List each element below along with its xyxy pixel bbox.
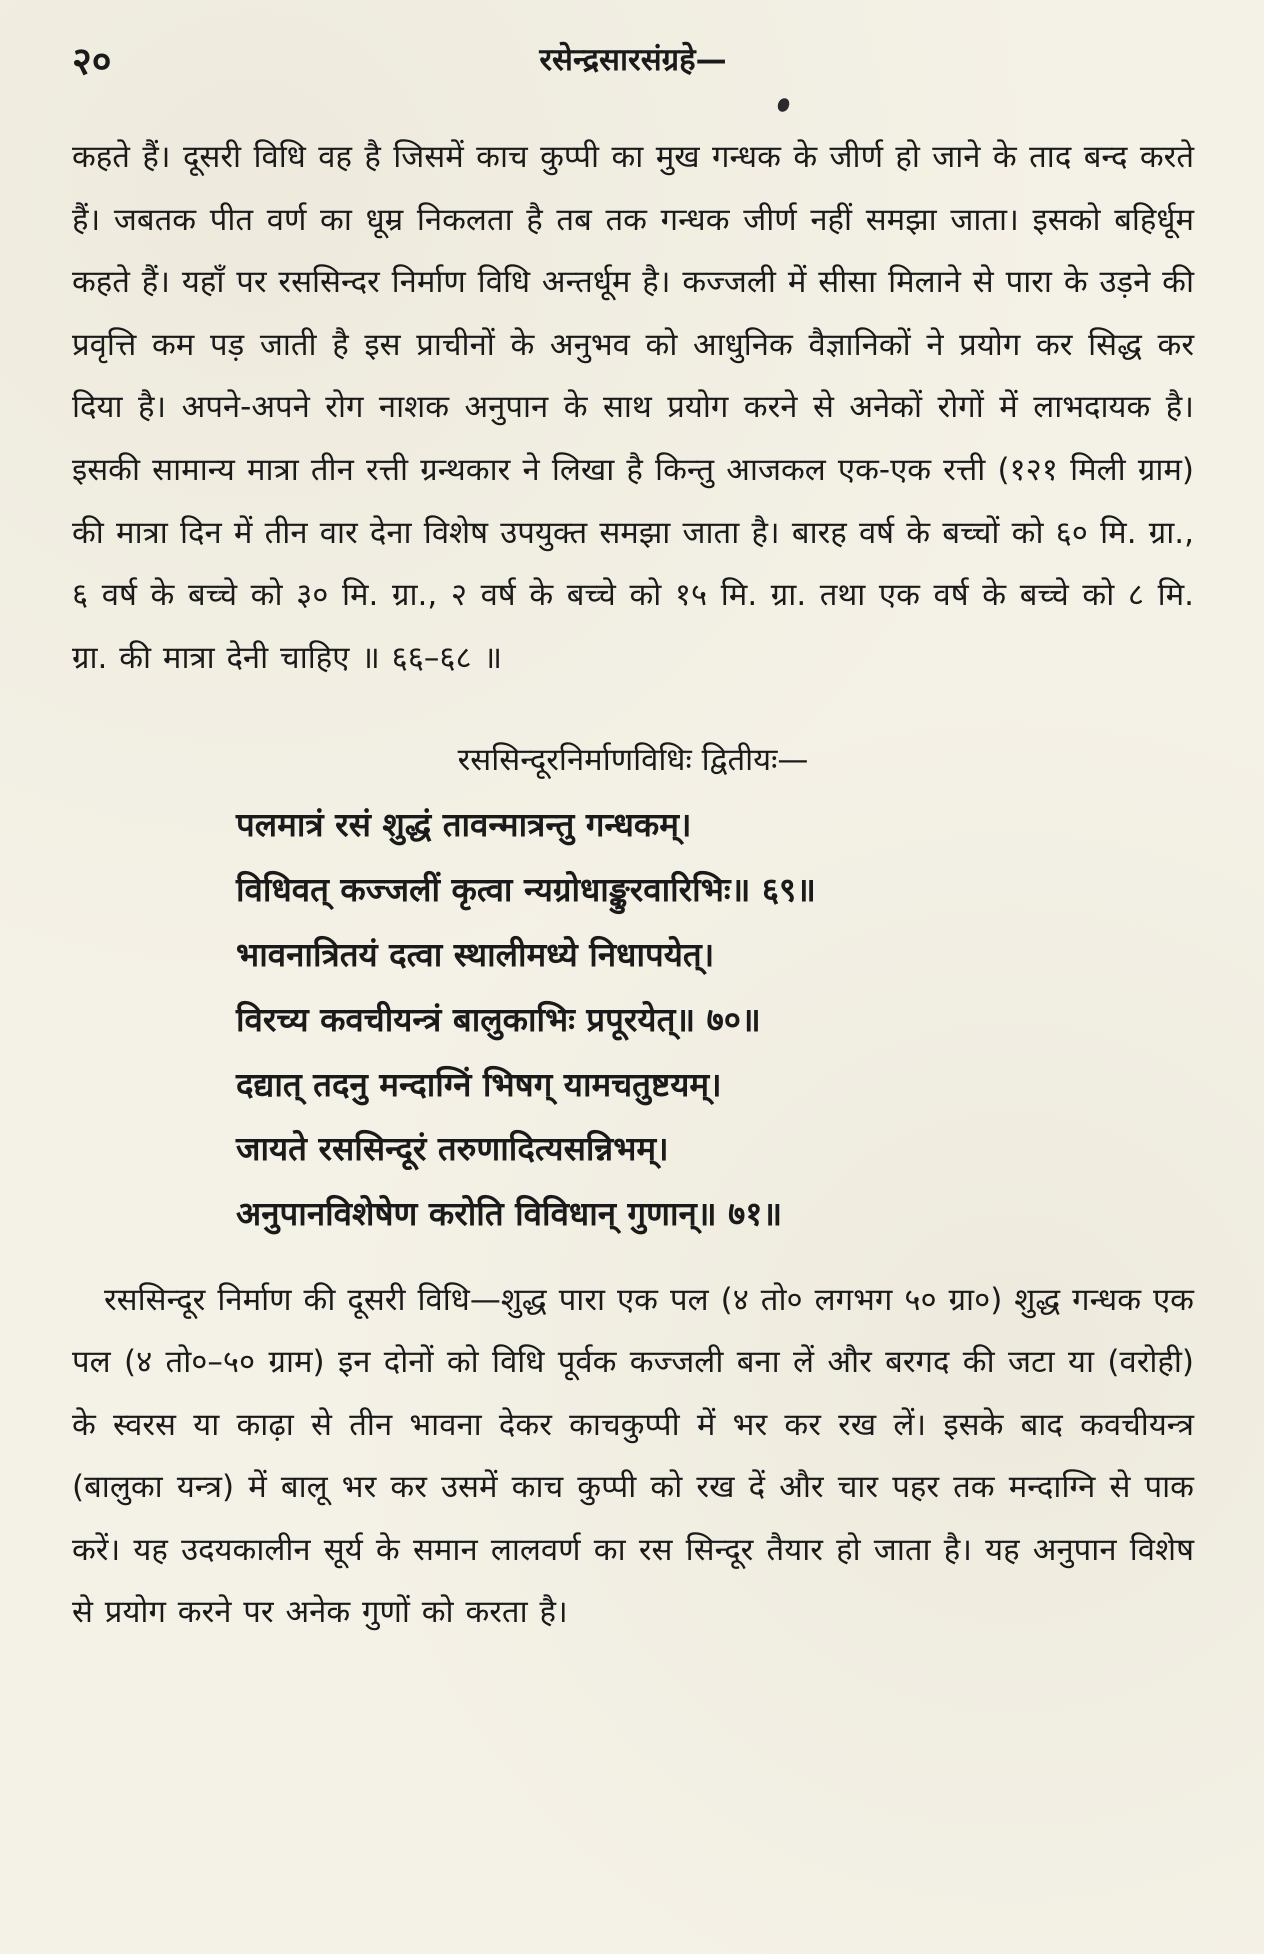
sanskrit-verses bbox=[236, 793, 1169, 1247]
commentary-paragraph: कहते हैं। दूसरी विधि वह है जिसमें काच कुप्पी का मुख गन्धक के जीर्ण हो जाने के ताद बन्द करते हैं। जबतक पीत वर्ण का धूम्र निकलता है तब तक गन्धक जीर्ण नहीं समझा जाता। इसको बहिर्धूम कहते हैं। यहाँ पर रससिन्दर निर्माण विधि अन्तर्धूम है। कज्जली में सीसा मिलाने से पारा के उड़ने की प्रवृत्ति कम पड़ जाती है इस प्राचीनों के अनुभव को आधुनिक वैज्ञानिकों ने प्रयोग कर सिद्ध कर दिया है। अपने-अपने रोग नाशक अनुपान के साथ प्रयोग करने से अनेकों रोगों में लाभदायक है। इसकी सामान्य मात्रा तीन रत्ती ग्रन्थकार ने लिखा है किन्तु आजकल एक-एक रत्ती (१२१ मिली ग्राम) की मात्रा दिन में तीन वार देना विशेष उपयुक्त समझा जाता है। बारह वर्ष के बच्चों को ६० मि. ग्रा., ६ वर्ष के बच्चे को ३० मि. ग्रा., २ वर्ष के बच्चे को १५ मि. ग्रा. तथा एक वर्ष के बच्चे को ८ मि. ग्रा. की मात्रा देनी चाहिए ॥ ६६–६८ ॥ bbox=[72, 139, 1194, 676]
verse-line: अनुपानविशेषेण करोति विविधान् गुणान्॥ ७१॥ bbox=[236, 1194, 783, 1234]
section-subheading: रससिन्दूरनिर्माणविधिः द्वितीयः— bbox=[457, 742, 809, 779]
ink-mark bbox=[776, 96, 792, 113]
page-number: २० bbox=[72, 39, 112, 83]
verse-line: दद्यात् तदनु मन्दाग्निं भिषग् यामचतुष्टयम्। bbox=[236, 1064, 722, 1104]
verse-line: विरच्य कवचीयन्त्रं बालुकाभिः प्रपूरयेत्॥ ७०॥ bbox=[236, 999, 761, 1039]
verse-line: जायते रससिन्दूरं तरुणादित्यसन्निभम्। bbox=[236, 1129, 669, 1169]
verse-line: पलमात्रं रसं शुद्धं तावन्मात्रन्तु गन्धकम्। bbox=[236, 805, 692, 845]
page-header bbox=[72, 28, 1194, 92]
verse-line: भावनात्रितयं दत्वा स्थालीमध्ये निधापयेत्। bbox=[236, 934, 715, 974]
running-head: रसेन्द्रसारसंग्रहे— bbox=[539, 42, 727, 78]
verse-line: विधिवत् कज्जलीं कृत्वा न्यग्रोधाङ्कुरवारिभिः॥ ६९॥ bbox=[236, 870, 816, 910]
translation-paragraph: रससिन्दूर निर्माण की दूसरी विधि—शुद्ध पारा एक पल (४ तो० लगभग ५० ग्रा०) शुद्ध गन्धक एक पल (४ तो०–५० ग्राम) इन दोनों को विधि पूर्वक कज्जली बना लें और बरगद की जटा या (वरोही) के स्वरस या काढ़ा से तीन भावना देकर काचकुप्पी में भर कर रख लें। इसके बाद कवचीयन्त्र (बालुका यन्त्र) में बालू भर कर उसमें काच कुप्पी को रख दें और चार पहर तक मन्दाग्नि से पाक करें। यह उदयकालीन सूर्य के समान लालवर्ण का रस सिन्दूर तैयार हो जाता है। यह अनुपान विशेष से प्रयोग करने पर अनेक गुणों को करता है। bbox=[72, 1281, 1194, 1631]
